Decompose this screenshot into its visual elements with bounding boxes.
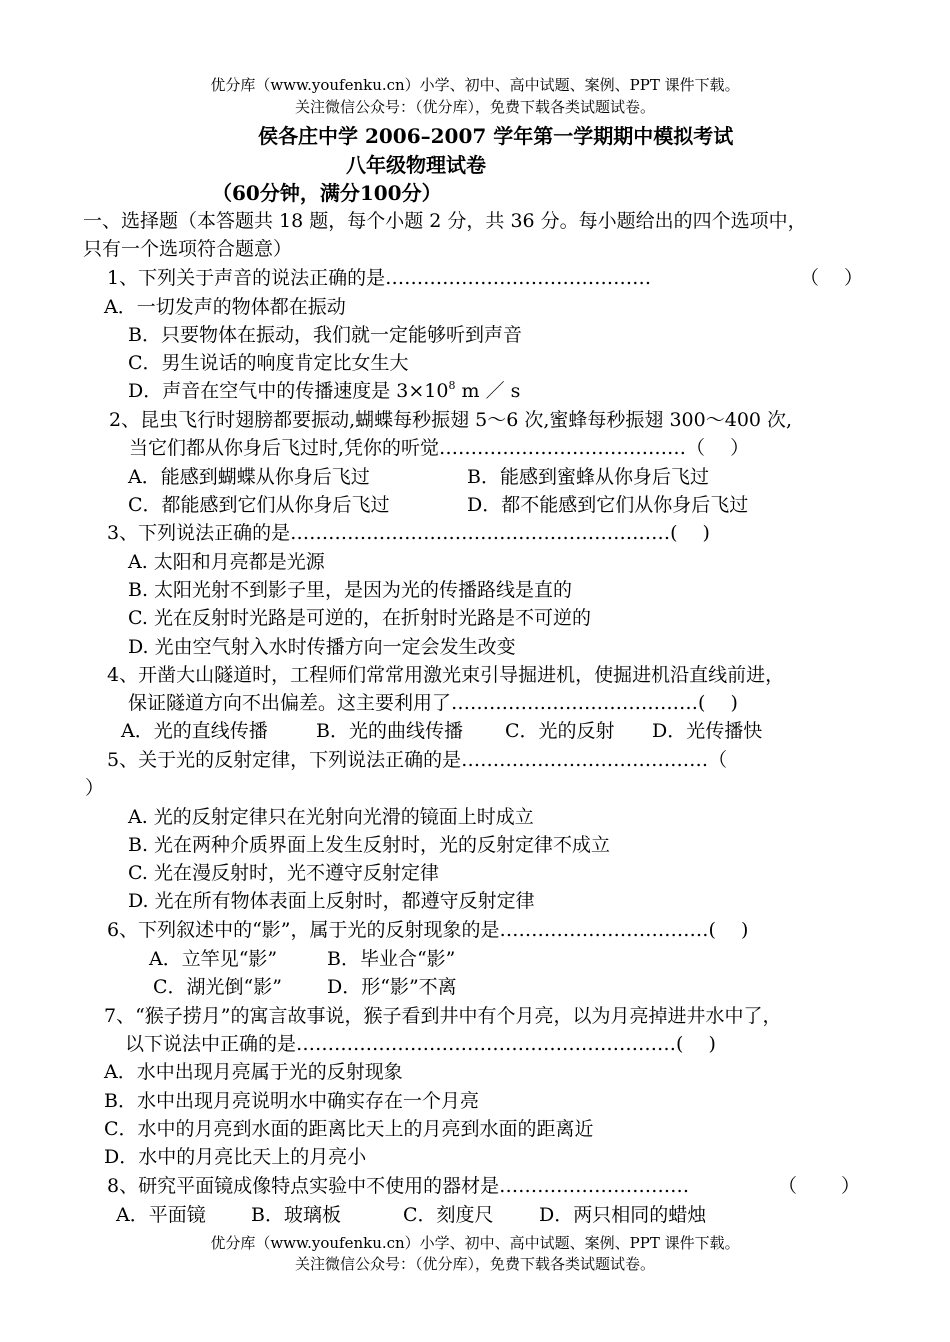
q1-stem: 1、下列关于声音的说法正确的是……………………………………: [107, 267, 652, 289]
q6-option-b: B．毕业合“影”: [327, 948, 456, 970]
q2-option-d: D．都不能感到它们从你身后飞过: [467, 494, 749, 516]
exam-subtitle: 八年级物理试卷: [346, 153, 486, 177]
q5-option-c: C. 光在漫反射时，光不遵守反射定律: [128, 862, 439, 884]
q2-option-c: C．都能感到它们从你身后飞过: [128, 494, 390, 516]
header-line-2: 关注微信公众号：（优分库），免费下载各类试题试卷。: [294, 98, 655, 116]
q3-option-d: D. 光由空气射入水时传播方向一定会发生改变: [128, 636, 516, 658]
q6-stem: 6、下列叙述中的“影”，属于光的反射现象的是……………………………( ): [107, 919, 749, 941]
q3-option-a: A. 太阳和月亮都是光源: [128, 551, 325, 573]
q5-option-d: D. 光在所有物体表面上反射时，都遵守反射定律: [128, 890, 535, 912]
q1-option-c: C．男生说话的响度肯定比女生大: [128, 352, 409, 374]
q1-option-d: [128, 379, 521, 402]
q1-option-b: B．只要物体在振动，我们就一定能够听到声音: [128, 324, 522, 346]
q4-option-b: B．光的曲线传播: [316, 720, 463, 742]
q6-option-d: D．形“影”不离: [327, 976, 457, 998]
q1-option-a: A．一切发声的物体都在振动: [104, 296, 346, 318]
q7-option-c: C．水中的月亮到水面的距离比天上的月亮到水面的距离近: [104, 1118, 594, 1140]
q3-option-b: B. 太阳光射不到影子里，是因为光的传播路线是直的: [128, 579, 573, 601]
q1-option-d-prefix: D．声音在空气中的传播速度是 3×10: [128, 380, 449, 402]
q4-option-c: C．光的反射: [505, 720, 615, 742]
q2-option-a: A．能感到蝴蝶从你身后飞过: [128, 466, 370, 488]
section-intro-1: 一、选择题（本答题共 18 题，每个小题 2 分，共 36 分。每小题给出的四个选项中，: [83, 210, 807, 232]
q7-stem-2: 以下说法中正确的是……………………………………………………( ): [125, 1033, 716, 1055]
q1-option-d-suffix: m ／ s: [455, 380, 521, 402]
q8-option-d: D．两只相同的蜡烛: [539, 1204, 707, 1226]
q7-option-a: A．水中出现月亮属于光的反射现象: [104, 1061, 403, 1083]
q6-option-a: A．立竿见“影”: [149, 948, 278, 970]
q5-option-b: B. 光在两种介质界面上发生反射时，光的反射定律不成立: [128, 834, 611, 856]
q4-option-d: D．光传播快: [652, 720, 763, 742]
q2-option-b: B．能感到蜜蜂从你身后飞过: [467, 466, 709, 488]
q1-option-d-exponent: 8: [448, 379, 456, 392]
q7-stem-1: 7、“猴子捞月”的寓言故事说，猴子看到井中有个月亮，以为月亮掉进井水中了，: [104, 1005, 782, 1027]
q5-stem-2: ）: [85, 777, 105, 799]
q2-stem-1: 2、昆虫飞行时翅膀都要振动,蝴蝶每秒振翅 5～6 次,蜜蜂每秒振翅 300～400 次,: [109, 409, 793, 431]
q4-stem-2: 保证隧道方向不出偏差。这主要利用了…………………………………( ): [128, 692, 738, 714]
q8-stem: 8、研究平面镜成像特点实验中不使用的器材是…………………………: [107, 1175, 690, 1197]
q5-option-a: A. 光的反射定律只在光射向光滑的镜面上时成立: [128, 806, 534, 828]
footer-line-1: 优分库（www.youfenku.cn）小学、初中、高中试题、案例、PPT 课件下载。: [210, 1234, 740, 1252]
exam-title: 侯各庄中学 2006–2007 学年第一学期期中模拟考试: [258, 124, 734, 148]
q4-option-a: A．光的直线传播: [121, 720, 268, 742]
q6-option-c: C．湖光倒“影”: [153, 976, 282, 998]
q1-answer-paren: （ ）: [800, 267, 864, 289]
q3-stem: 3、下列说法正确的是……………………………………………………( ): [107, 522, 710, 544]
q8-answer-paren: （ ）: [778, 1175, 861, 1197]
q7-option-b: B．水中出现月亮说明水中确实存在一个月亮: [104, 1090, 479, 1112]
q3-option-c: C. 光在反射时光路是可逆的，在折射时光路是不可逆的: [128, 607, 591, 629]
section-intro-2: 只有一个选项符合题意）: [83, 238, 293, 260]
q2-stem-2: 当它们都从你身后飞过时,凭你的听觉…………………………………（ ）: [129, 437, 750, 459]
q8-option-a: A．平面镜: [116, 1204, 206, 1226]
header-line-1: 优分库（www.youfenku.cn）小学、初中、高中试题、案例、PPT 课件下载。: [210, 76, 740, 94]
exam-time: （60分钟，满分100分）: [212, 181, 442, 205]
q5-stem-1: 5、关于光的反射定律，下列说法正确的是…………………………………（: [107, 749, 728, 771]
q8-option-c: C．刻度尺: [403, 1204, 494, 1226]
q4-stem-1: 4、开凿大山隧道时，工程师们常常用激光束引导掘进机，使掘进机沿直线前进，: [107, 664, 785, 686]
q7-option-d: D．水中的月亮比天上的月亮小: [104, 1146, 367, 1168]
q8-option-b: B．玻璃板: [251, 1204, 341, 1226]
footer-line-2: 关注微信公众号：（优分库），免费下载各类试题试卷。: [294, 1255, 655, 1273]
